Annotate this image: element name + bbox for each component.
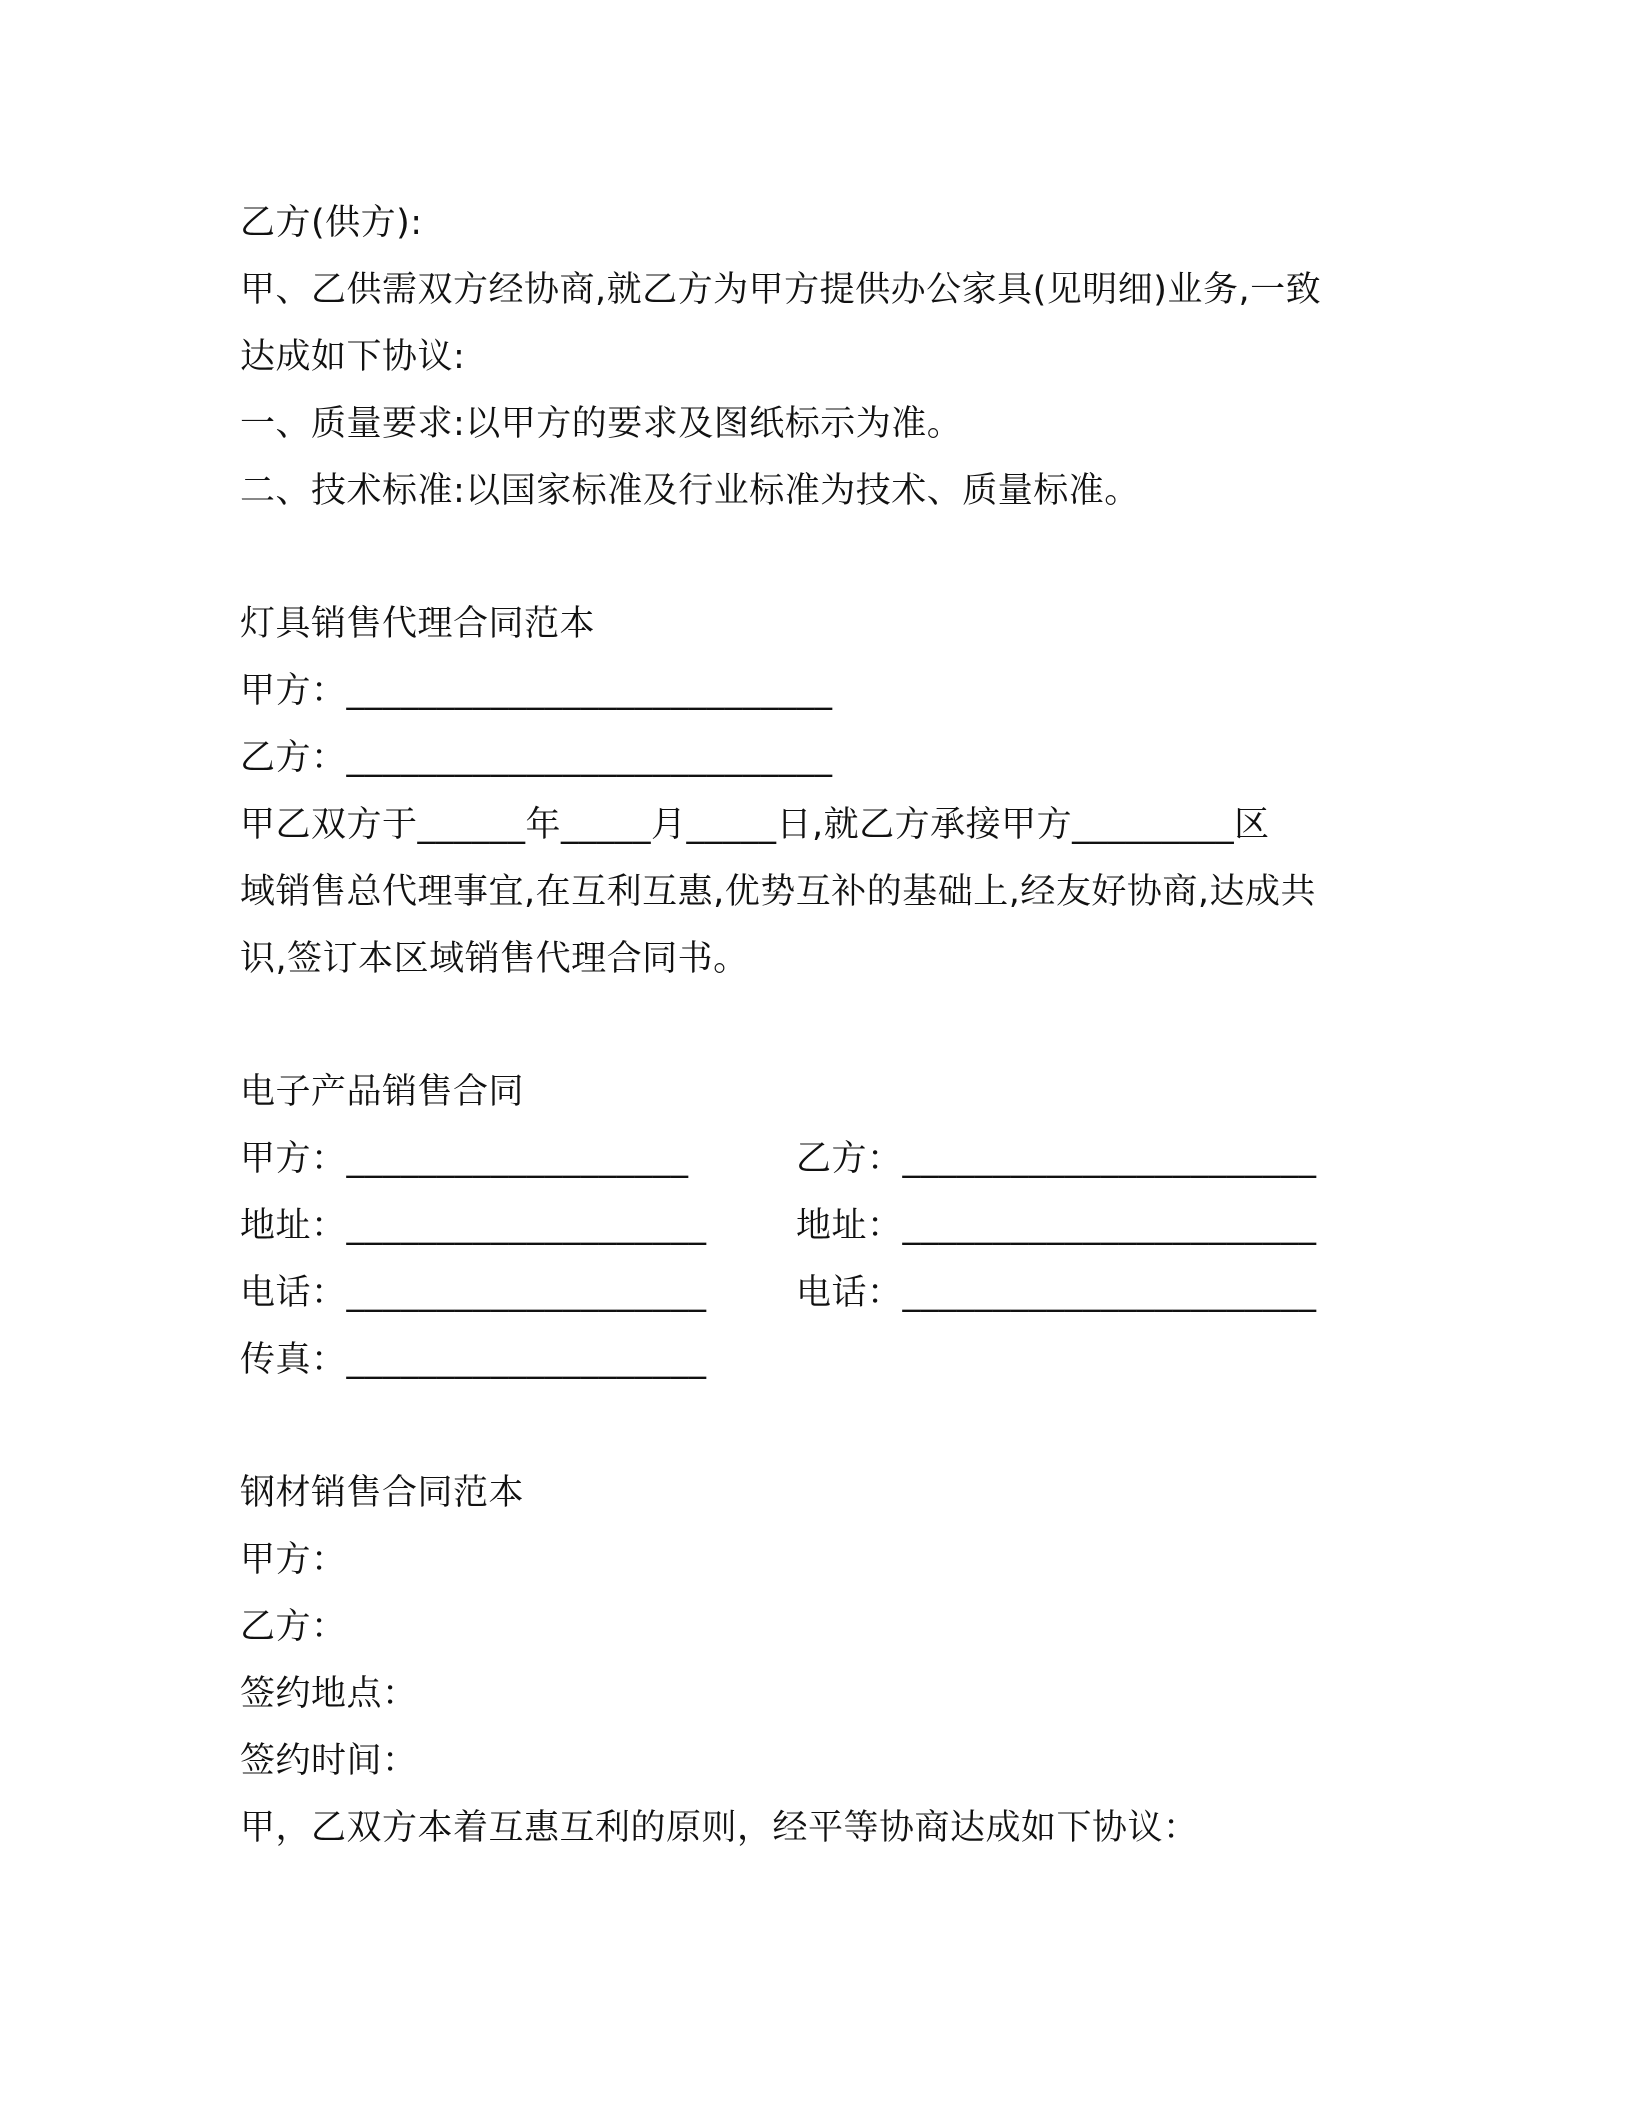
- agreement-closing-line: 甲，乙双方本着互惠互利的原则，经平等协商达成如下协议：: [240, 1808, 1199, 1848]
- party-b-field: 乙方：_______________________: [796, 1139, 1317, 1179]
- party-a-field: 甲方：: [240, 1540, 347, 1580]
- quality-requirement-clause: 一、质量要求:以甲方的要求及图纸标示为准。: [240, 404, 963, 444]
- signing-location-field: 签约地点：: [240, 1674, 418, 1714]
- technical-standard-clause: 二、技术标准:以国家标准及行业标准为技术、质量标准。: [240, 471, 1140, 511]
- party-b-field: 乙方：___________________________: [240, 738, 833, 778]
- lighting-agency-section: [240, 591, 1380, 993]
- contact-row: [240, 1126, 1380, 1193]
- section-spacer: [240, 993, 1380, 1059]
- section-spacer: [240, 525, 1380, 591]
- party-b-supplier-line: 乙方(供方):: [240, 203, 423, 243]
- agency-body-line-1: 甲乙双方于______年_____月_____日,就乙方承接甲方_________区: [240, 805, 1270, 845]
- contact-row: [240, 1327, 1380, 1394]
- party-b-phone-field: 电话：_______________________: [796, 1273, 1317, 1313]
- signing-time-field: 签约时间：: [240, 1741, 418, 1781]
- party-a-field: 甲方：___________________________: [240, 671, 833, 711]
- agency-body-line-3: 识,签订本区域销售代理合同书。: [240, 939, 749, 979]
- agency-body-line-2: 域销售总代理事宜,在互利互惠,优势互补的基础上,经友好协商,达成共: [240, 872, 1317, 912]
- party-a-field: 甲方：___________________: [240, 1139, 689, 1179]
- party-a-fax-field: 传真：____________________: [240, 1340, 707, 1380]
- section-title: 钢材销售合同范本: [240, 1473, 525, 1513]
- party-b-address-field: 地址：_______________________: [796, 1206, 1317, 1246]
- section-title: 电子产品销售合同: [240, 1072, 525, 1112]
- agreement-intro-line-2: 达成如下协议:: [240, 337, 466, 377]
- document-content: [240, 190, 1380, 1862]
- section-title: 灯具销售代理合同范本: [240, 604, 596, 644]
- party-a-address-field: 地址：____________________: [240, 1206, 707, 1246]
- party-a-phone-field: 电话：____________________: [240, 1273, 707, 1313]
- section-spacer: [240, 1394, 1380, 1460]
- party-b-field: 乙方：: [240, 1607, 347, 1647]
- office-furniture-section: [240, 190, 1380, 525]
- electronics-sales-section: [240, 1059, 1380, 1394]
- contact-row: [240, 1193, 1380, 1260]
- agreement-intro-line-1: 甲、乙供需双方经协商,就乙方为甲方提供办公家具(见明细)业务,一致: [240, 270, 1322, 310]
- contact-row: [240, 1260, 1380, 1327]
- steel-sales-section: [240, 1460, 1380, 1862]
- empty-cell: [796, 1327, 1380, 1394]
